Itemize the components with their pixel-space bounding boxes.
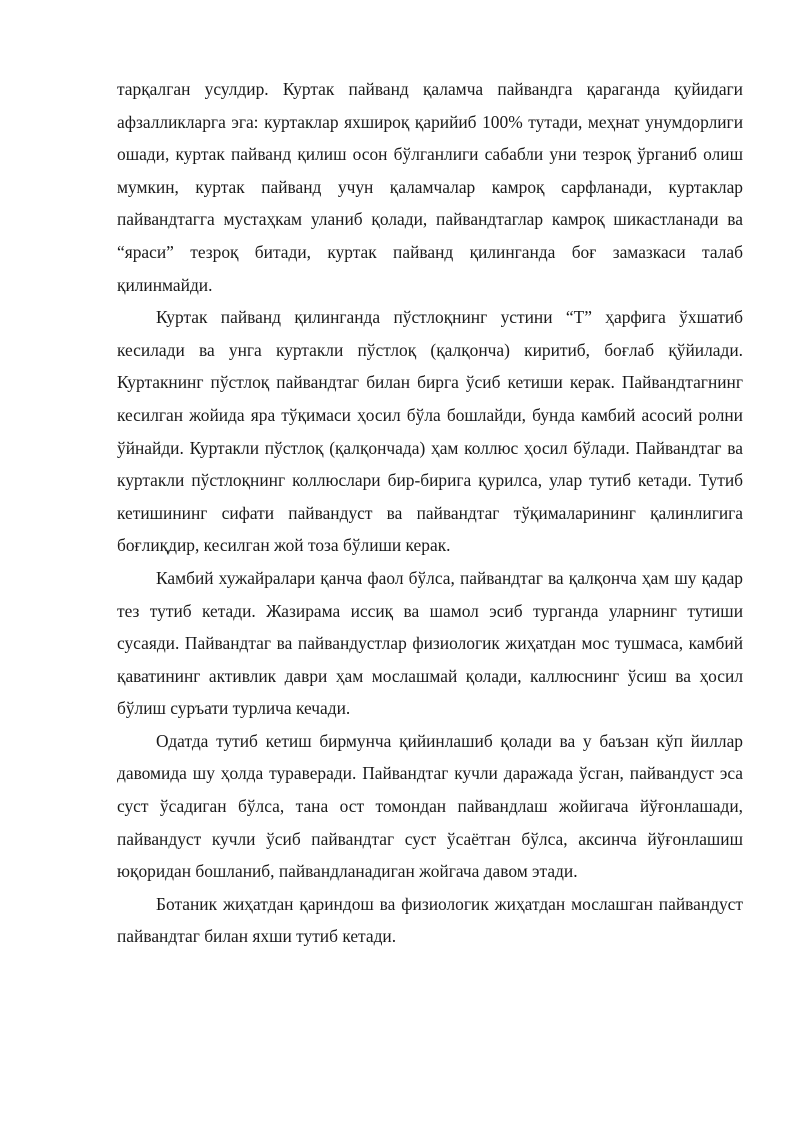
paragraph-continued: тарқалган усулдир. Куртак пайванд қаламча пайвандга қараганда қуйидаги афзалликларга эга: куртаклар яхшироқ қарийиб 100% тутади, меҳнат унумдорлиги ошади, куртак пайванд қилиш осон бўлганлиги сабабли уни тезроқ ўрганиб олиш мумкин, куртак пайванд учун қаламчалар камроқ сарфланади, куртаклар пайвандтагга мустаҳкам уланиб қолади, пайвандтаглар камроқ шикастланади ва “яраси” тезроқ битади, куртак пайванд қилинганда боғ замазкаси талаб қилинмайди. xyxy=(117,79,743,295)
paragraph-cambium-activity: Камбий хужайралари қанча фаол бўлса, пайвандтаг ва қалқонча ҳам шу қадар тез тутиб кетади. Жазирама иссиқ ва шамол эсиб турганда уларнинг тутиши сусаяди. Пайвандтаг ва пайвандустлар физиологик жиҳатдан мос тушмаса, камбий қаватининг активлик даври ҳам мослашмай қолади, каллюснинг ўсиш ва ҳосил бўлиш суръати турлича кечади. xyxy=(117,567,743,719)
document-body xyxy=(117,73,743,953)
paragraph-botanical-compatibility: Ботаник жиҳатдан қариндош ва физиологик жиҳатдан мослашган пайвандуст пайвандтаг билан яхши тутиб кетади. xyxy=(117,893,743,947)
paragraph-t-cut-budding: Куртак пайванд қилинганда пўстлоқнинг устини “Т” ҳарфига ўхшатиб кесилади ва унга куртакли пўстлоқ (қалқонча) киритиб, боғлаб қўйилади. Куртакнинг пўстлоқ пайвандтаг билан бирга ўсиб кетиши керак. Пайвандтагнинг кесилган жойида яра тўқимаси ҳосил бўла бошлайди, бунда камбий асосий ролни ўйнайди. Куртакли пўстлоқ (қалқончада) ҳам коллюс ҳосил бўлади. Пайвандтаг ва куртакли пўстлоқнинг коллюслари бир-бирига қурилса, улар тутиб кетади. Тутиб кетишининг сифати пайвандуст ва пайвандтаг тўқималарининг қалинлигига боғлиқдир, кесилган жой тоза бўлиши керак. xyxy=(117,307,743,556)
paragraph-union-thickening: Одатда тутиб кетиш бирмунча қийинлашиб қолади ва у баъзан кўп йиллар давомида шу ҳолда тураверади. Пайвандтаг кучли даражада ўсган, пайвандуст эса суст ўсадиган бўлса, тана ост томондан пайвандлаш жойигача йўғонлашади, пайвандуст кучли ўсиб пайвандтаг суст ўсаётган бўлса, аксинча йўғонлашиш юқоридан бошланиб, пайвандланадиган жойгача давом этади. xyxy=(117,730,743,882)
